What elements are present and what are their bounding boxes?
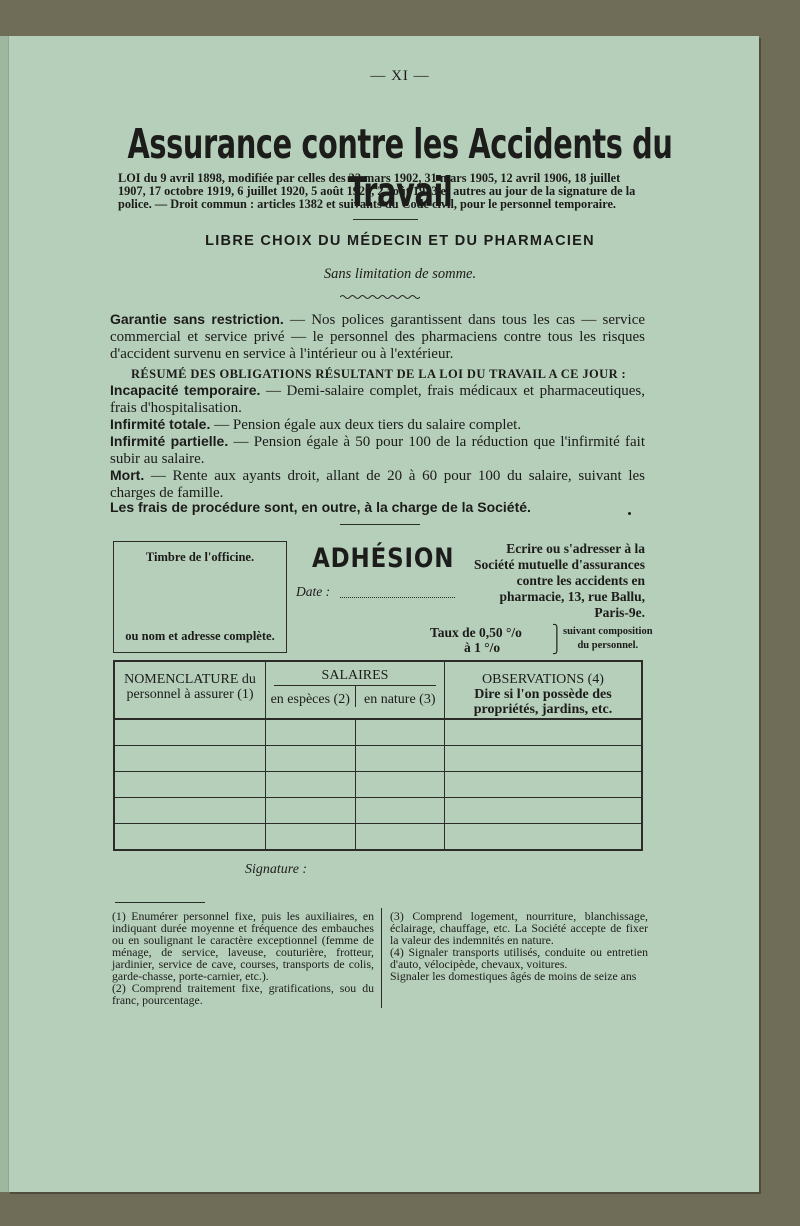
table-row: [114, 798, 642, 824]
footnote-4: (4) Signaler transports utilisés, conduite ou entretien d'auto, vélocipède, chevaux, voitures.: [390, 945, 648, 971]
table-cell[interactable]: [114, 719, 266, 746]
ink-dot: [628, 512, 631, 515]
divider: [353, 219, 418, 220]
law-references: LOI du 9 avril 1898, modifiée par celles des 22 mars 1902, 31 mars 1905, 12 avril 1906, 18 juillet 1907, 17 octobre 1919, 6 juillet 1920, 5 août 1920, 2 août 1923 et autres au jour de la signature de la police. — Droit commun : articles 1382 et suivants du Code civil, pour le personnel temporaire.: [118, 171, 636, 211]
obligation-text: — Rente aux ayants droit, allant de 20 à 60 pour 100 du salaire, suivant les charges de famille.: [110, 468, 645, 501]
subtitle: Sans limitation de somme.: [323, 266, 477, 282]
guarantee-text: — Nos polices garantissent dans tous les cas — service commercial et service privé — le personnel des pharmaciens contre tous les risques d'accident survenu en service à l'intérieur ou à l'extérieur.: [110, 312, 646, 362]
table-cell[interactable]: [114, 746, 266, 772]
footnote-3: (3) Comprend logement, nourriture, blanchissage, éclairage, chauffage, etc. La Société accepte de fixer la valeur des indemnités en nature.: [390, 909, 648, 947]
obligation-lead: Incapacité temporaire.: [110, 382, 261, 398]
table-cell[interactable]: [266, 824, 356, 851]
table-cell[interactable]: [445, 824, 643, 851]
table-cell[interactable]: [114, 798, 266, 824]
procedure-costs-text: Les frais de procédure sont, en outre, à la charge de la Société.: [110, 499, 531, 515]
table-row: [114, 772, 642, 798]
table-cell[interactable]: [355, 798, 445, 824]
table-cell[interactable]: [114, 824, 266, 851]
table-row: [114, 824, 642, 851]
observations-title: OBSERVATIONS (4): [482, 672, 604, 687]
pharmacy-stamp-box[interactable]: [113, 541, 287, 653]
column-header-especes: en espèces (2): [270, 692, 350, 707]
rate-line: Taux de 0,50 °/o: [430, 625, 522, 640]
table-cell[interactable]: [445, 746, 643, 772]
footnote-2: (2) Comprend traitement fixe, gratifications, sou du franc, pourcentage.: [112, 981, 374, 1007]
personnel-table: [113, 660, 643, 851]
obligation-lead: Infirmité partielle.: [110, 433, 229, 449]
obligation-item: [110, 433, 645, 468]
table-cell[interactable]: [355, 824, 445, 851]
table-cell[interactable]: [445, 719, 643, 746]
column-header-observations: [445, 661, 643, 719]
page-title: Assurance contre les Accidents du Travail: [127, 120, 673, 216]
table-cell[interactable]: [266, 719, 356, 746]
table-row: [114, 746, 642, 772]
column-header-nomenclature: NOMENCLATURE du personnel à assurer (1): [114, 661, 266, 719]
table-cell[interactable]: [445, 798, 643, 824]
obligation-lead: Mort.: [110, 467, 145, 483]
guarantee-paragraph: [110, 311, 645, 363]
signature-label: Signature :: [245, 862, 308, 877]
table-cell[interactable]: [266, 746, 356, 772]
page-edge: [0, 36, 8, 1192]
obligations-heading: RÉSUMÉ DES OBLIGATIONS RÉSULTANT DE LA LOI DU TRAVAIL A CE JOUR :: [131, 367, 627, 381]
table-row: [114, 719, 642, 746]
page-number: — XI —: [370, 68, 430, 84]
obligation-text: — Pension égale aux deux tiers du salaire complet.: [210, 417, 522, 433]
table-cell[interactable]: [355, 719, 445, 746]
footnotes-right: [390, 910, 648, 982]
column-header-salaires: [266, 661, 445, 719]
adhesion-title: ADHÉSION: [312, 543, 455, 574]
obligation-text: — Pension égale à 50 pour 100 de la réduction que l'infirmité fait subir au salaire.: [110, 434, 645, 467]
table-cell[interactable]: [114, 772, 266, 798]
table-cell[interactable]: [355, 772, 445, 798]
table-cell[interactable]: [355, 746, 445, 772]
table-cell[interactable]: [266, 772, 356, 798]
salaires-label: SALAIRES: [321, 668, 389, 683]
rate-line: à 1 °/o: [464, 640, 501, 655]
rate-note-line: du personnel.: [577, 640, 639, 651]
rate-text: [430, 625, 522, 655]
table-cell[interactable]: [445, 772, 643, 798]
wavy-divider: [340, 294, 420, 300]
contact-address: Ecrire ou s'adresser à la Société mutuelle d'assurances contre les accidents en pharmacie, 13, rue Ballu, Paris-9e.: [474, 541, 645, 620]
stamp-box-label: Timbre de l'officine.: [145, 550, 255, 564]
procedure-costs: [110, 499, 645, 517]
obligation-item: [110, 467, 645, 502]
obligation-lead: Infirmité totale.: [110, 416, 211, 432]
footnote-1: (1) Enumérer personnel fixe, puis les auxiliaires, en indiquant durée moyenne et fréquence des embauches ou en soulignant le caractère exceptionnel (femme de ménage, de service, laveuse, couturière, frotteur, jardinier, service de cave, courses, transports de colis, garde-chasse, porte-carnier, etc.).: [112, 909, 374, 983]
obligation-item: [110, 416, 645, 434]
observations-note: Dire si l'on possède des propriétés, jardins, etc.: [473, 687, 613, 717]
footnote-divider: [381, 908, 382, 1008]
section-heading: LIBRE CHOIX DU MÉDECIN ET DU PHARMACIEN: [205, 233, 595, 249]
table-cell[interactable]: [266, 798, 356, 824]
obligation-item: [110, 382, 645, 417]
rate-note-line: suivant composition: [563, 626, 653, 637]
brace-glyph: ⎫ ⎭: [552, 624, 562, 654]
stamp-box-caption: ou nom et adresse complète.: [125, 629, 275, 643]
footnote-5: Signaler les domestiques âgés de moins de seize ans: [390, 969, 637, 983]
column-header-nature: en nature (3): [355, 686, 445, 707]
guarantee-lead: Garantie sans restriction.: [110, 311, 284, 327]
date-label: Date :: [296, 584, 331, 599]
footnotes-left: [112, 910, 374, 1006]
salaires-subheaders: [266, 692, 444, 707]
date-field[interactable]: [340, 597, 455, 598]
divider: [340, 524, 420, 525]
obligation-text: — Demi-salaire complet, frais médicaux et pharmaceutiques, frais d'hospitalisation.: [110, 383, 645, 416]
footnote-rule: [115, 902, 205, 903]
table-header: [114, 661, 642, 719]
rate-note: [563, 625, 653, 653]
